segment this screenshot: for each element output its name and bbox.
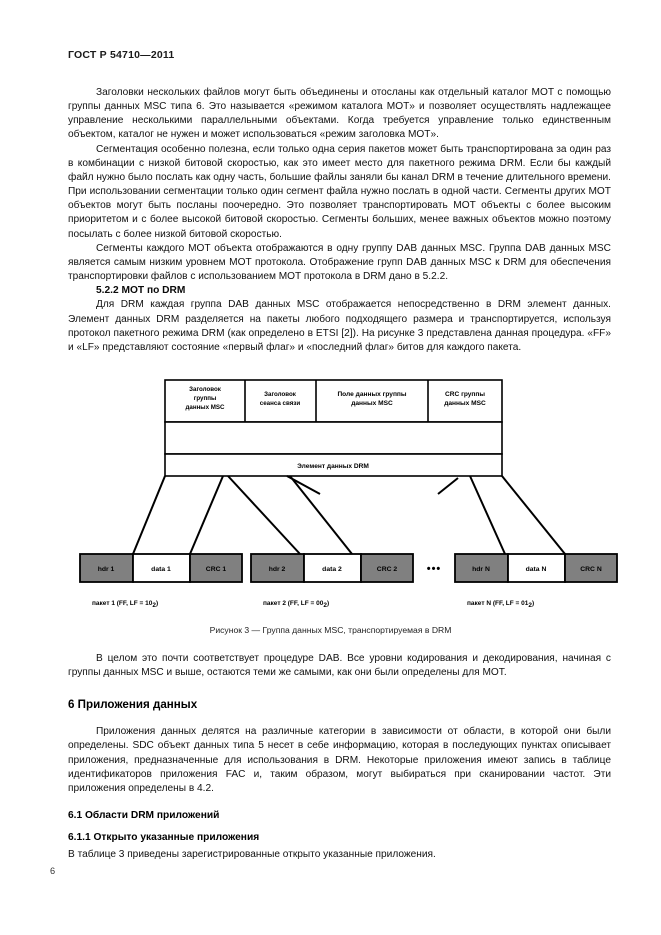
- figure-3-caption: Рисунок 3 — Группа данных MSC, транспортируемая в DRM: [209, 625, 452, 635]
- box-msc-data-field-line-1: Поле данных группы: [337, 391, 407, 398]
- paragraph-7: В таблице 3 приведены зарегистрированные открыто указанные приложения.: [68, 849, 436, 861]
- drm-data-entity-bar: [165, 454, 502, 476]
- paragraph-4: Для DRM каждая группа DAB данных MSC отображается непосредственно в DRM элемент данных. Элемент данных DRM разделяется на пакеты любого подходящего размера и транспортируется, используя протокол пакетного режима DRM (как определено в ETSI [2]). На рисунке 3 представлена данная процедура. «FF» и «LF» представляют состояние «первый флаг» и «последний флаг» битов для каждого пакета.: [68, 299, 611, 353]
- figure-3: [0, 372, 661, 640]
- packet-1-data-label: data 1: [151, 566, 171, 573]
- packet-1-crc-label: CRC 1: [205, 566, 227, 573]
- page-number: 6: [50, 866, 56, 876]
- paragraph-2: Сегментация особенно полезна, если только одна серия пакетов может быть транспортирована за один раз в комбинации с низкой битовой скоростью, как это имеет место для пакетного режима DRM. Если бы каждый файл нужно было послать как одну часть, большие файлы заняли бы канал DRM в течение длительного времени. При использовании сегментации только один сегмент файла нужно послать в одной части. Сегменты других MOT объектов могут быть посланы поочередно. Это позволяет транспортировать MOT объекты с более высоким приоритетом и с более высокой битовой скоростью. Сегменты больших, менее важных объектов можно поэтому посылать с более низкой битовой скоростью.: [68, 143, 611, 240]
- packet-n-caption: пакет N (FF, LF = 012): [467, 600, 535, 609]
- packet-2-crc-label: CRC 2: [376, 566, 398, 573]
- heading-6-1: 6.1 Области DRM приложений: [68, 810, 220, 822]
- heading-section-6: 6 Приложения данных: [68, 698, 198, 712]
- packet-n: [455, 554, 617, 609]
- body-content-lower: [68, 652, 611, 862]
- connector-p2-left: [228, 476, 300, 554]
- box-msc-crc-line-2: данных MSC: [444, 400, 486, 407]
- packet-n-crc-label: CRC N: [580, 566, 602, 573]
- figure-3-diagram: [0, 372, 661, 622]
- box-msc-group-header-line-2: группы: [193, 395, 217, 402]
- connector-pn-right: [502, 476, 565, 554]
- packet-2-data-label: data 2: [322, 566, 342, 573]
- packet-n-hdr-label: hdr N: [472, 566, 490, 573]
- paragraph-1: Заголовки нескольких файлов могут быть объединены и отосланы как отдельный каталог MOT с помощью группы данных MSC типа 6. Это называется «режимом каталога MOT» и позволяет осуществлять надлежащее управление несколькими параллельными объектами. Когда требуется управление только единственным объектом, каталог не нужен и может использоваться «режим заголовка MOT».: [68, 87, 611, 141]
- box-session-header-line-2: сеанса связи: [259, 400, 301, 407]
- connector-p2-right: [290, 476, 352, 554]
- paragraph-3: Сегменты каждого MOT объекта отображаются в одну группу DAB данных MSC. Группа DAB данных MSC является самым низким уровнем MOT протокола. Отображение групп DAB данных MSC к DRM для обеспечения транспортировки файлов с использованием MOT протокола в DRM дано в 5.2.2.: [68, 242, 611, 283]
- mapping-band: [165, 422, 502, 454]
- heading-6-1-1: 6.1.1 Открыто указанные приложения: [68, 832, 260, 844]
- paragraph-5: В целом это почти соответствует процедуре DAB. Все уровни кодирования и декодирования, начиная с группы данных MSC и выше, остаются теми же самыми, как они были определены для MOT.: [68, 653, 611, 679]
- packet-2-hdr-label: hdr 2: [268, 566, 286, 573]
- box-msc-data-field-line-2: данных MSC: [351, 400, 393, 407]
- packet-1-caption: пакет 1 (FF, LF = 102): [92, 600, 159, 609]
- msc-data-group-row: [165, 380, 502, 422]
- box-msc-group-header-line-3: данных MSC: [185, 404, 225, 411]
- connector-p1-right: [190, 476, 223, 554]
- body-content-upper: [68, 86, 611, 355]
- box-msc-group-header-line-1: Заголовок: [189, 386, 221, 393]
- packet-2-caption: пакет 2 (FF, LF = 002): [263, 600, 330, 609]
- paragraph-6: Приложения данных делятся на различные категории в зависимости от области, в которой они были определены. SDC объект данных типа 5 несет в себе информацию, которая в последующих пунктах описывает приложения, предназначенные для использования в DRM. Некоторые приложения имеют запись в таблице идентификаторов приложения FAC и, таким образом, могут выбираться при сканировании частот. Эти приложения определены в 4.2.: [68, 726, 611, 794]
- packet-1-hdr-label: hdr 1: [97, 566, 115, 573]
- connector-tick-b: [438, 478, 458, 494]
- document-standard-header: ГОСТ Р 54710—2011: [68, 49, 175, 61]
- connector-lines: [133, 476, 565, 554]
- packet-2: [251, 554, 413, 609]
- packets-ellipsis: •••: [426, 563, 442, 575]
- heading-5-2-2: 5.2.2 MOT по DRM: [96, 285, 186, 297]
- connector-pn-left: [470, 476, 505, 554]
- drm-data-entity-label: Элемент данных DRM: [297, 463, 369, 470]
- box-msc-crc-line-1: CRC группы: [444, 391, 486, 398]
- packets-row: [80, 554, 617, 609]
- packet-n-data-label: data N: [525, 566, 547, 573]
- connector-p1-left: [133, 476, 165, 554]
- connector-tick-a: [287, 476, 320, 494]
- box-session-header-line-1: Заголовок: [264, 391, 296, 398]
- packet-1: [80, 554, 242, 609]
